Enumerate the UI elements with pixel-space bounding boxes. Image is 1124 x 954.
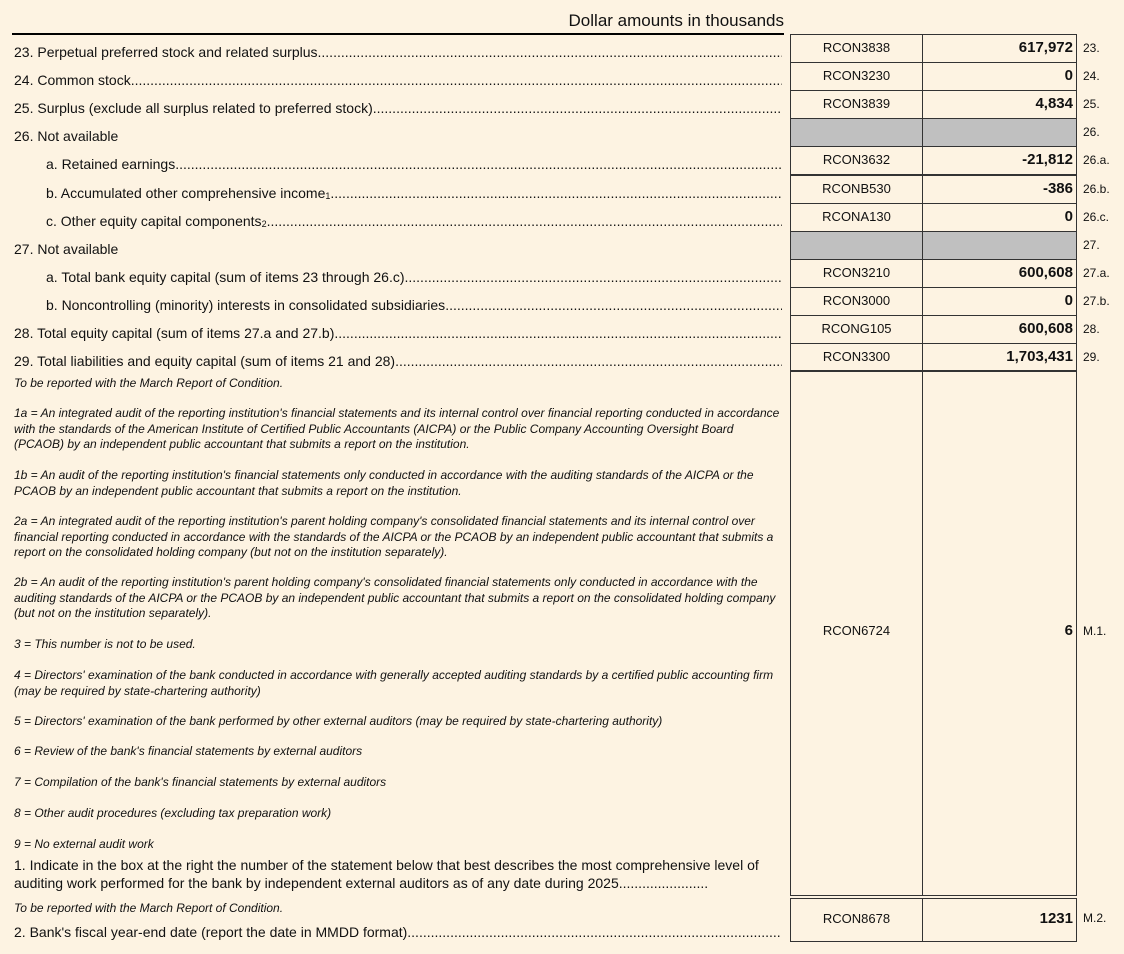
- item-code: RCON3839: [790, 90, 923, 119]
- item-code: [790, 118, 923, 147]
- item-value-input[interactable]: 1,703,431: [922, 343, 1077, 372]
- item-ref: 26.a.: [1083, 153, 1110, 167]
- item-row-label: 23. Perpetual preferred stock and related surplus .....: [14, 38, 782, 60]
- item-code: RCON3838: [790, 34, 923, 63]
- item-code: RCON3300: [790, 343, 923, 372]
- item-value-input[interactable]: 0: [922, 62, 1077, 91]
- item-code: RCON3632: [790, 146, 923, 175]
- memo1-option-2b: 2b = An audit of the reporting institution's parent holding company's consolidated financial statements only conducted in accordance with the auditing standards of the AICPA or the PCAOB by an independent public accountant that submits a report on the consolidated holding company (but not on the institution separately).: [14, 575, 776, 620]
- item-row-label: 24. Common stock .....: [14, 66, 782, 88]
- item-row-label: 25. Surplus (exclude all surplus related to preferred stock) .....: [14, 94, 782, 116]
- memo1-value-input[interactable]: 6: [922, 370, 1077, 896]
- item-row-label: c. Other equity capital components $_2$ .....: [46, 207, 782, 229]
- item-ref: 27.b.: [1083, 294, 1110, 308]
- item-row-label: 28. Total equity capital (sum of items 27.a and 27.b) .....: [14, 319, 782, 341]
- memo1-code: RCON6724: [790, 370, 923, 896]
- memo1-option-8: 8 = Other audit procedures (excluding tax preparation work): [14, 806, 332, 820]
- item-ref: 26.: [1083, 125, 1100, 139]
- item-row-label: a. Total bank equity capital (sum of items 23 through 26.c) .....: [46, 263, 782, 285]
- memo2-note: To be reported with the March Report of Condition.: [14, 901, 284, 915]
- footnote-marker: 1: [325, 191, 331, 201]
- item-code: RCONA130: [790, 203, 923, 232]
- item-value-input[interactable]: 617,972: [922, 34, 1077, 63]
- memo1-question: 1. Indicate in the box at the right the number of the statement below that best describes the most comprehensive level of auditing work performed for the bank by independent external auditors as of any date during 2025.......................: [14, 857, 759, 891]
- footnote-marker: 2: [261, 219, 267, 229]
- item-ref: 28.: [1083, 322, 1100, 336]
- item-ref: 26.b.: [1083, 182, 1110, 196]
- item-value-input: [922, 118, 1077, 147]
- item-value-input[interactable]: 600,608: [922, 315, 1077, 344]
- item-ref: 23.: [1083, 41, 1100, 55]
- memo1-option-3: 3 = This number is not to be used.: [14, 637, 196, 651]
- item-value-input[interactable]: -21,812: [922, 146, 1077, 175]
- memo1-option-9: 9 = No external audit work: [14, 837, 154, 851]
- item-value-input: [922, 231, 1077, 260]
- memo1-option-6: 6 = Review of the bank's financial statements by external auditors: [14, 744, 363, 758]
- item-value-input[interactable]: 4,834: [922, 90, 1077, 119]
- item-ref: 27.: [1083, 238, 1100, 252]
- item-ref: 29.: [1083, 350, 1100, 364]
- item-ref: 26.c.: [1083, 210, 1110, 224]
- memo1-option-5: 5 = Directors' examination of the bank performed by other external auditors (may be required by state-chartering authority): [14, 714, 663, 728]
- item-row-label: a. Retained earnings .....: [46, 150, 782, 172]
- item-value-input[interactable]: 0: [922, 203, 1077, 232]
- memo1-option-1b: 1b = An audit of the reporting institution's financial statements only conducted in accordance with the auditing standards of the AICPA or the PCAOB by an independent public accountant that submits a report on the institution.: [14, 468, 754, 498]
- item-code: RCONB530: [790, 175, 923, 204]
- item-value-input[interactable]: 600,608: [922, 259, 1077, 288]
- units-header: Dollar amounts in thousands: [12, 10, 784, 35]
- item-row-label: b. Noncontrolling (minority) interests in consolidated subsidiaries .....: [46, 291, 782, 313]
- memo1-option-7: 7 = Compilation of the bank's financial statements by external auditors: [14, 775, 387, 789]
- memo1-option-4: 4 = Directors' examination of the bank conducted in accordance with generally accepted auditing standards by a certified public accounting firm (may be required by state-chartering authority): [14, 668, 774, 698]
- memo1-ref: M.1.: [1083, 624, 1107, 638]
- item-ref: 24.: [1083, 69, 1100, 83]
- item-ref: 27.a.: [1083, 266, 1110, 280]
- item-code: RCON3210: [790, 259, 923, 288]
- item-value-input[interactable]: -386: [922, 175, 1077, 204]
- item-value-input[interactable]: 0: [922, 287, 1077, 316]
- memo1-option-1a: 1a = An integrated audit of the reporting institution's financial statements and its internal control over financial reporting conducted in accordance with the standards of the American Institute of Certified Public Accountants (AICPA) or the Public Company Accounting Oversight Board (PCAOB) by an independent public accountant that submits a report on the institution.: [14, 406, 780, 451]
- item-ref: 25.: [1083, 97, 1100, 111]
- item-code: RCONG105: [790, 315, 923, 344]
- item-row-label: 29. Total liabilities and equity capital (sum of items 21 and 28) .....: [14, 347, 782, 369]
- item-row-label: 27. Not available: [14, 241, 119, 257]
- item-code: [790, 231, 923, 260]
- item-code: RCON3000: [790, 287, 923, 316]
- memo2-code: RCON8678: [790, 898, 923, 942]
- memo2-ref: M.2.: [1083, 911, 1107, 925]
- memo2-value-input[interactable]: 1231: [922, 898, 1077, 942]
- item-row-label: b. Accumulated other comprehensive income $_1$ .....: [46, 179, 782, 201]
- memo1-note: To be reported with the March Report of Condition.: [14, 376, 284, 390]
- item-row-label: 26. Not available: [14, 128, 119, 144]
- item-code: RCON3230: [790, 62, 923, 91]
- memo1-option-2a: 2a = An integrated audit of the reporting institution's parent holding company's consolidated financial statements and its internal control over financial reporting conducted in accordance with the standards of the AICPA or the PCAOB by an independent public accountant that submits a report on the consolidated holding company (but not on the institution separately).: [14, 514, 774, 559]
- memo2-question: 2. Bank's fiscal year-end date (report the date in MMDD format) .....: [14, 920, 782, 940]
